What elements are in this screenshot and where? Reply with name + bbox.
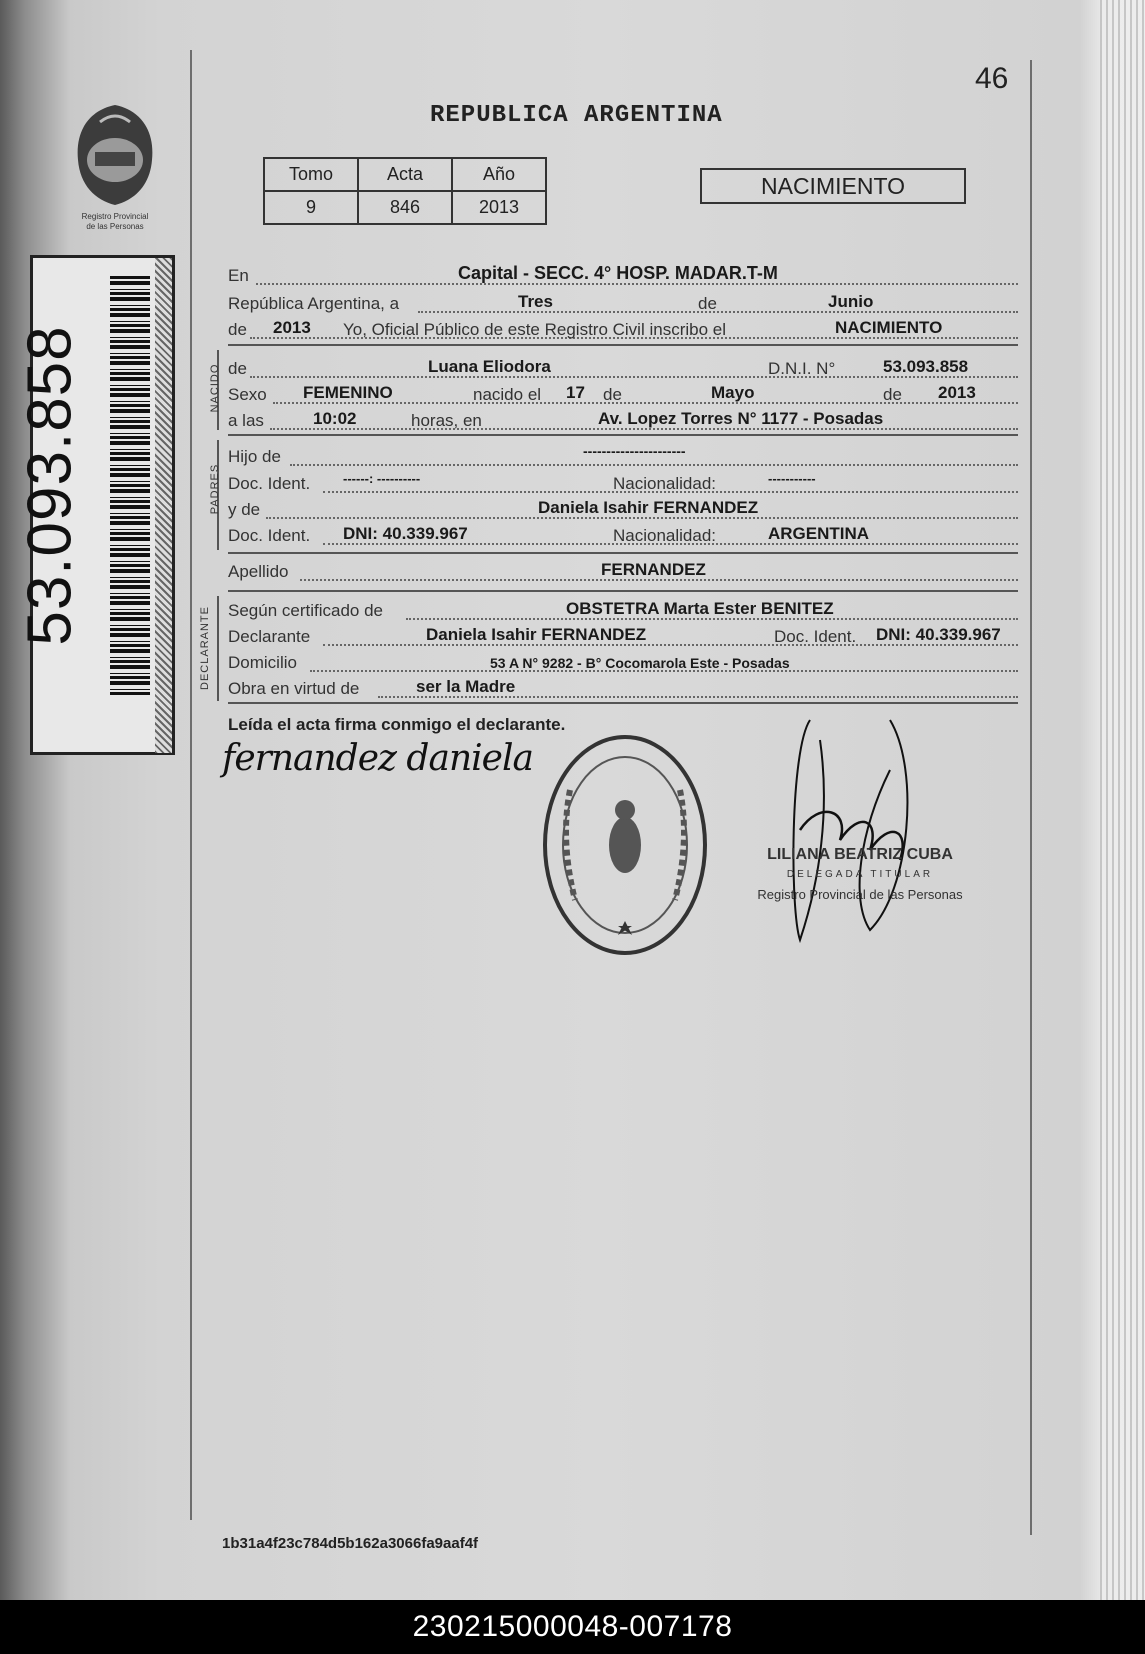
- register-value-anio: 2013: [452, 191, 546, 224]
- label-de: de: [883, 385, 902, 404]
- line-doc-father: [228, 470, 1018, 496]
- value-month: Junio: [828, 292, 874, 311]
- label-de: de: [698, 294, 717, 313]
- line-nacido-name: [228, 355, 1018, 381]
- line-sexo: [228, 381, 1018, 407]
- value-child-name: Luana Eliodora: [428, 357, 551, 376]
- label-de: de: [228, 359, 247, 378]
- section-divider: [228, 590, 1018, 592]
- label-declarante: Declarante: [228, 627, 311, 646]
- line-doc-mother: [228, 522, 1018, 548]
- register-value-acta: 846: [358, 191, 452, 224]
- label-en: En: [228, 266, 249, 285]
- value-declarante: Daniela Isahir FERNANDEZ: [426, 625, 647, 644]
- barcode-number: 53.093.858: [15, 325, 85, 646]
- label-sexo: Sexo: [228, 385, 267, 404]
- line-apellido: [228, 558, 1018, 584]
- label-nacido-el: nacido el: [473, 385, 542, 404]
- section-divider: [228, 344, 1018, 346]
- value-birth-time: 10:02: [313, 409, 357, 428]
- dotted-leader: [290, 460, 1018, 466]
- value-mother-doc: DNI: 40.339.967: [343, 524, 468, 543]
- line-en: [228, 262, 1018, 288]
- label-horas-en: horas, en: [411, 411, 482, 430]
- label-y-de: y de: [228, 500, 261, 519]
- label-certificado: Según certificado de: [228, 601, 383, 620]
- label-inscribo: Yo, Oficial Público de este Registro Civil inscribo el: [343, 320, 726, 339]
- officer-role: DELEGADA TITULAR: [786, 869, 934, 880]
- label-obra: Obra en virtud de: [228, 679, 360, 698]
- page-edges: [1100, 0, 1145, 1600]
- register-value-tomo: 9: [264, 191, 358, 224]
- right-margin-rule: [1030, 60, 1032, 1535]
- label-nacionalidad: Nacionalidad:: [613, 526, 717, 545]
- line-certificado: [228, 597, 1018, 623]
- barcode-icon: [110, 275, 150, 695]
- document-type-box: NACIMIENTO: [700, 168, 966, 204]
- page-number: 46: [975, 62, 1009, 95]
- logo-caption-line-1: Registro Provincial: [81, 212, 149, 221]
- value-day: Tres: [518, 292, 553, 311]
- label-doc-ident: Doc. Ident.: [228, 474, 311, 493]
- value-sexo: FEMENINO: [303, 383, 393, 402]
- left-margin-rule: [190, 50, 192, 1520]
- value-birth-year: 2013: [938, 383, 976, 402]
- section-divider: [228, 434, 1018, 436]
- value-father-doc: ------: ----------: [343, 471, 421, 486]
- value-birth-day: 17: [566, 383, 585, 402]
- label-doc-ident: Doc. Ident.: [774, 627, 857, 646]
- label-security-pattern: [155, 258, 172, 753]
- value-domicilio: 53 A N° 9282 - B° Cocomarola Este - Posadas: [490, 655, 790, 671]
- value-inscribo: NACIMIENTO: [835, 318, 943, 337]
- value-certificado: OBSTETRA Marta Ester BENITEZ: [566, 599, 834, 618]
- value-birth-month: Mayo: [711, 383, 755, 402]
- side-label-declarante: DECLARANTE: [199, 606, 211, 690]
- value-place: Capital - SECC. 4° HOSP. MADAR.T-M: [458, 263, 778, 283]
- label-nacionalidad: Nacionalidad:: [613, 474, 717, 493]
- side-label-nacido: NACIDO: [209, 363, 221, 413]
- label-dni: D.N.I. N°: [768, 359, 836, 378]
- label-republica: República Argentina, a: [228, 294, 400, 313]
- value-mother-nationality: ARGENTINA: [768, 524, 870, 543]
- declarant-signature: fernandez daniela: [222, 738, 533, 779]
- register-table: [263, 157, 547, 225]
- officer-office: Registro Provincial de las Personas: [757, 887, 963, 902]
- label-domicilio: Domicilio: [228, 653, 297, 672]
- label-year-de: de: [228, 320, 247, 339]
- line-hora: [228, 407, 1018, 433]
- officer-name: LILIANA BEATRIZ CUBA: [767, 846, 953, 863]
- label-a-las: a las: [228, 411, 264, 430]
- official-seal-icon: [540, 730, 710, 960]
- line-domicilio: [228, 649, 1018, 675]
- line-declarante: [228, 623, 1018, 649]
- value-father-nationality: -----------: [768, 471, 816, 486]
- label-doc-ident: Doc. Ident.: [228, 526, 311, 545]
- document-hash: 1b31a4f23c784d5b162a3066fa9aaf4f: [222, 1535, 479, 1552]
- line-obra: [228, 675, 1018, 701]
- side-label-padres: PADRES: [209, 463, 221, 515]
- closing-statement: Leída el acta firma conmigo el declarante.: [228, 715, 566, 734]
- line-hijo-de: [228, 443, 1018, 469]
- value-declarante-doc: DNI: 40.339.967: [876, 625, 1001, 644]
- line-republica: [228, 290, 1018, 316]
- value-apellido: FERNANDEZ: [601, 560, 706, 579]
- side-rule-declarante: [217, 596, 219, 701]
- section-divider: [228, 552, 1018, 554]
- page-title: REPUBLICA ARGENTINA: [430, 102, 723, 129]
- logo-caption: [60, 212, 170, 232]
- register-header-acta: Acta: [358, 158, 452, 191]
- line-y-de: [228, 496, 1018, 522]
- value-birth-place: Av. Lopez Torres N° 1177 - Posadas: [598, 409, 884, 428]
- value-mother-name: Daniela Isahir FERNANDEZ: [538, 498, 759, 517]
- officer-signature-icon: [780, 710, 930, 960]
- register-header-anio: Año: [452, 158, 546, 191]
- officer-stamp: [745, 845, 975, 905]
- registry-logo-icon: [70, 100, 160, 210]
- label-hijo-de: Hijo de: [228, 447, 281, 466]
- label-de: de: [603, 385, 622, 404]
- value-obra: ser la Madre: [416, 677, 516, 696]
- section-divider: [228, 702, 1018, 704]
- line-year: [228, 316, 1018, 342]
- label-apellido: Apellido: [228, 562, 289, 581]
- dotted-leader: [418, 307, 1018, 313]
- register-header-tomo: Tomo: [264, 158, 358, 191]
- value-year: 2013: [273, 318, 311, 337]
- footer-id-strip: 230215000048-007178: [0, 1600, 1145, 1654]
- logo-caption-line-2: de las Personas: [86, 222, 144, 231]
- value-child-dni: 53.093.858: [883, 357, 969, 376]
- value-father-name: ----------------------: [583, 443, 686, 459]
